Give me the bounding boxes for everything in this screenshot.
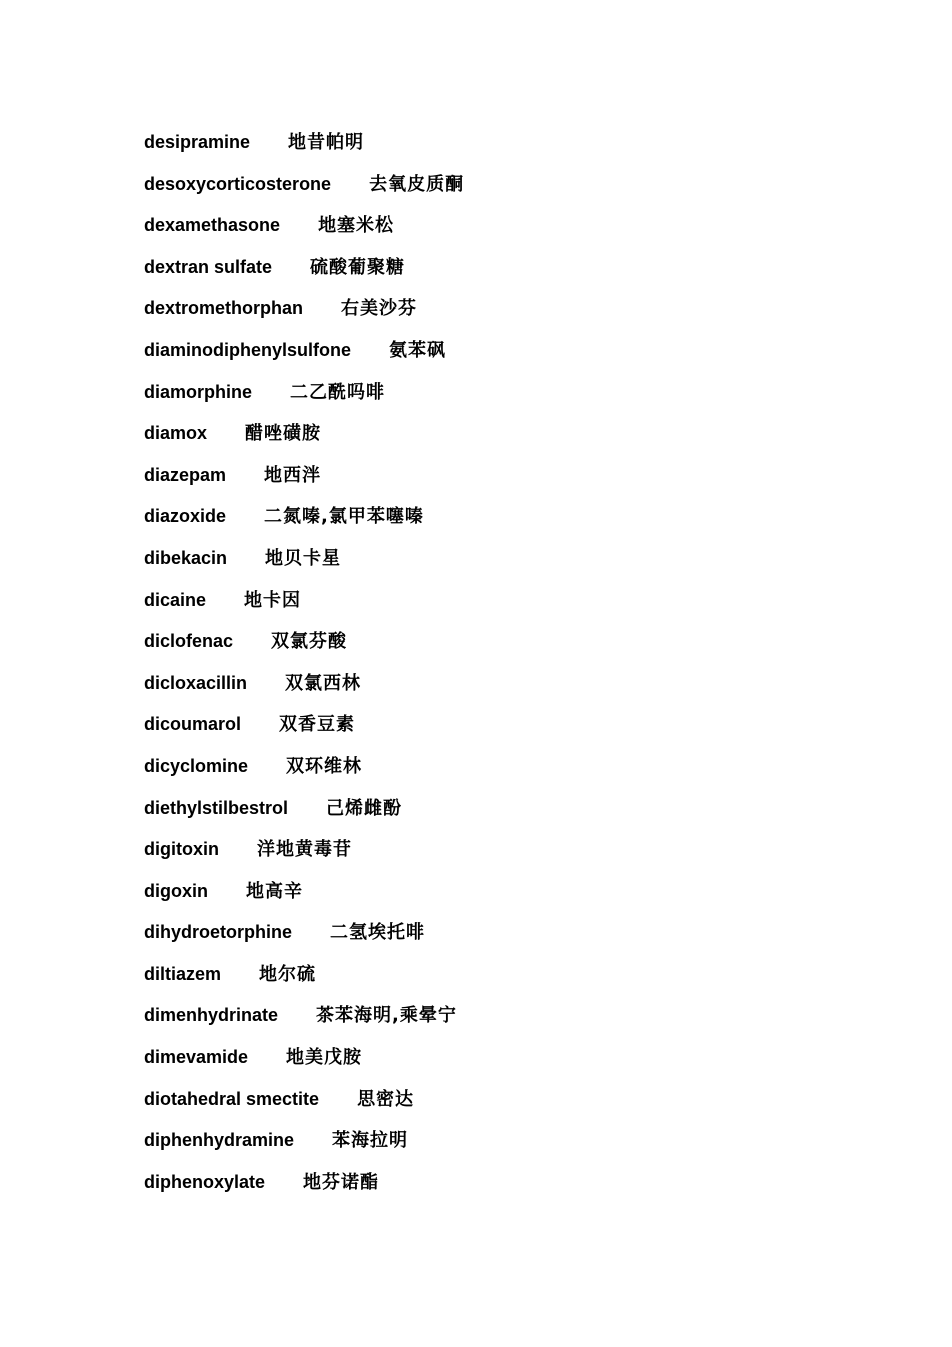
chinese-term: 地卡因	[244, 589, 302, 611]
english-term: dicoumarol	[144, 714, 242, 735]
glossary-entry	[144, 663, 464, 705]
chinese-term: 思密达	[357, 1088, 415, 1110]
english-term: diphenoxylate	[144, 1171, 266, 1192]
chinese-term: 二氢埃托啡	[330, 922, 425, 944]
chinese-term: 地高辛	[246, 880, 303, 902]
english-term: diamorphine	[144, 381, 253, 402]
chinese-term: 二乙酰吗啡	[290, 381, 386, 403]
glossary-entry	[144, 164, 464, 206]
glossary-entry	[144, 954, 464, 996]
english-term: dicloxacillin	[144, 672, 248, 693]
chinese-term: 地昔帕明	[288, 132, 365, 153]
english-term: diazoxide	[144, 506, 227, 527]
english-term: dimevamide	[144, 1047, 249, 1068]
english-term: dicaine	[144, 589, 207, 610]
chinese-term: 去氧皮质酮	[369, 173, 465, 195]
glossary-entry	[144, 413, 464, 455]
glossary-entry	[144, 621, 464, 663]
glossary-entry	[144, 372, 464, 414]
chinese-term: 茶苯海明,乘晕宁	[316, 1005, 457, 1027]
english-term: diamox	[144, 423, 208, 444]
english-term: dicyclomine	[144, 755, 249, 776]
chinese-term: 地塞米松	[318, 215, 395, 237]
chinese-term: 双氯西林	[285, 672, 362, 694]
english-term: desipramine	[144, 132, 251, 152]
english-term: diphenhydramine	[144, 1130, 295, 1151]
glossary-entry	[144, 247, 464, 289]
english-term: diazepam	[144, 464, 227, 485]
glossary-entry	[144, 704, 464, 746]
english-term: dexamethasone	[144, 215, 281, 236]
glossary-entry	[144, 1120, 464, 1162]
glossary-entry	[144, 871, 464, 913]
glossary-list	[144, 122, 464, 1203]
english-term: diltiazem	[144, 963, 222, 984]
glossary-entry	[144, 538, 464, 580]
chinese-term: 双香豆素	[279, 714, 356, 736]
glossary-entry	[144, 122, 464, 164]
english-term: digoxin	[144, 880, 208, 901]
english-term: dextromethorphan	[144, 298, 304, 319]
chinese-term: 洋地黄毒苷	[257, 839, 352, 861]
chinese-term: 右美沙芬	[341, 298, 418, 320]
glossary-entry	[144, 288, 464, 330]
english-term: diclofenac	[144, 631, 234, 652]
chinese-term: 醋唑磺胺	[245, 423, 322, 445]
glossary-entry	[144, 788, 464, 830]
english-term: digitoxin	[144, 839, 219, 860]
chinese-term: 地尔硫	[259, 963, 317, 985]
glossary-entry	[144, 580, 464, 622]
english-term: dibekacin	[144, 547, 228, 568]
glossary-entry	[144, 995, 464, 1037]
chinese-term: 己烯雌酚	[326, 797, 403, 819]
chinese-term: 地芬诺酯	[303, 1171, 380, 1193]
chinese-term: 氨苯砜	[389, 339, 447, 361]
chinese-term: 硫酸葡聚糖	[310, 256, 406, 278]
glossary-entry	[144, 829, 464, 871]
chinese-term: 二氮嗪,氯甲苯噻嗪	[264, 506, 424, 528]
glossary-entry	[144, 1037, 464, 1079]
english-term: dihydroetorphine	[144, 922, 292, 943]
chinese-term: 地贝卡星	[265, 547, 342, 569]
glossary-entry	[144, 205, 464, 247]
glossary-entry	[144, 496, 464, 538]
english-term: diethylstilbestrol	[144, 797, 289, 818]
glossary-entry	[144, 746, 464, 788]
english-term: dextran sulfate	[144, 256, 273, 277]
english-term: diaminodiphenylsulfone	[144, 339, 352, 360]
glossary-entry	[144, 330, 464, 372]
english-term: diotahedral smectite	[144, 1088, 320, 1109]
chinese-term: 苯海拉明	[332, 1130, 409, 1152]
chinese-term: 双环维林	[286, 755, 363, 777]
glossary-entry	[144, 1079, 464, 1121]
glossary-entry	[144, 912, 464, 954]
glossary-entry	[144, 1162, 464, 1204]
chinese-term: 地美戊胺	[286, 1047, 363, 1069]
chinese-term: 双氯芬酸	[271, 631, 348, 653]
english-term: dimenhydrinate	[144, 1005, 279, 1026]
glossary-entry	[144, 455, 464, 497]
chinese-term: 地西泮	[264, 464, 322, 486]
english-term: desoxycorticosterone	[144, 173, 332, 194]
